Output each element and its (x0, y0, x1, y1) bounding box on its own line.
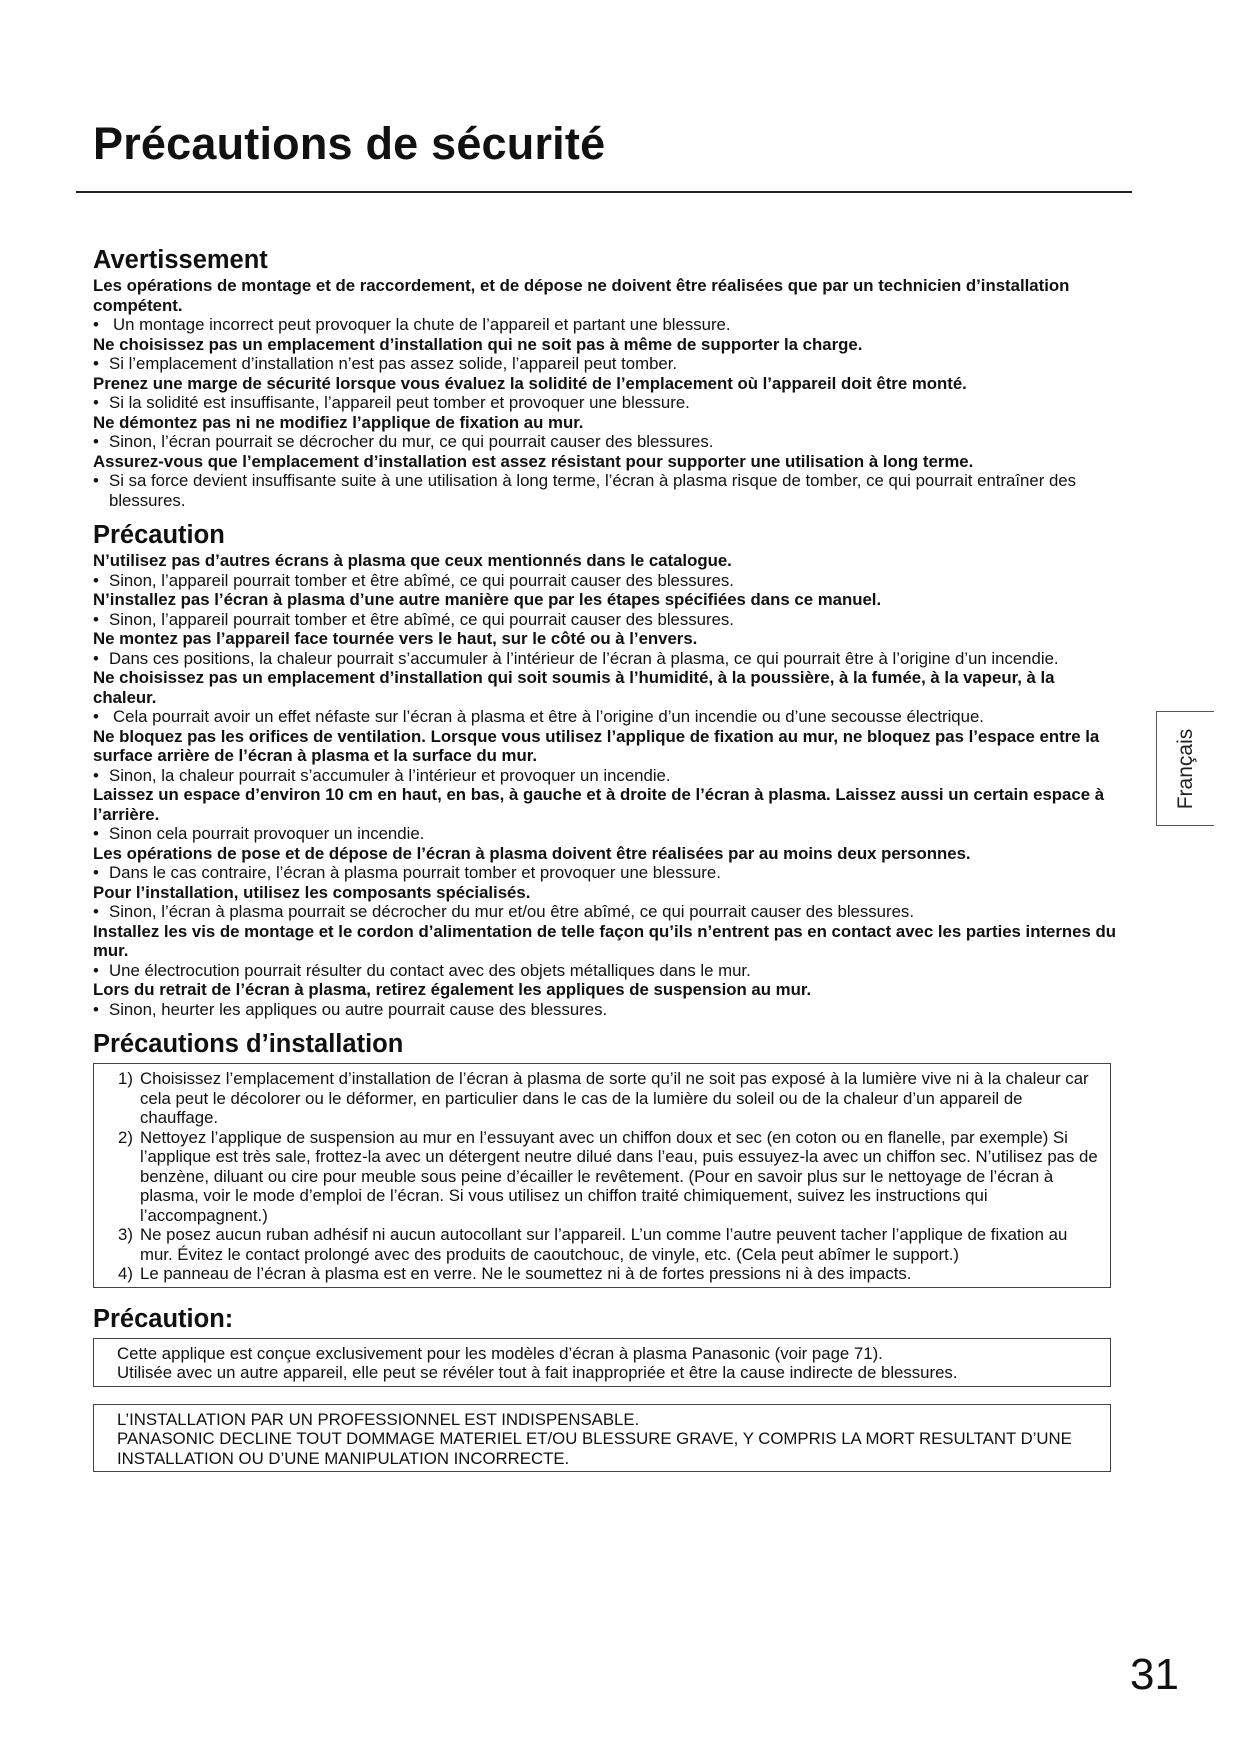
precaution-heading: Ne choisissez pas un emplacement d’installation qui soit soumis à l’humidité, à la poussière, à la fumée, à la vapeur, à la chaleur. (93, 668, 1055, 707)
precaution-bullet: • Une électrocution pourrait résulter du contact avec des objets métalliques dans le mur. (93, 960, 751, 980)
precaution-heading: Ne bloquez pas les orifices de ventilation. Lorsque vous utilisez l’applique de fixation au mur, ne bloquez pas l’espace entre la surface arrière de l’écran à plasma et la surface du mur. (93, 726, 1100, 765)
precaution-item (93, 590, 1118, 629)
warning-item (93, 452, 1118, 511)
precaution-heading: Laissez un espace d’environ 10 cm en haut, en bas, à gauche et à droite de l’écran à plasma. Laissez aussi un certain espace à l’arrière. (93, 785, 1105, 824)
precaution-heading: Ne montez pas l’appareil face tournée vers le haut, sur le côté ou à l’envers. (93, 629, 698, 648)
precaution-item (93, 629, 1118, 668)
warning-bullet: • Si sa force devient insuffisante suite à une utilisation à long terme, l’écran à plasma risque de tomber, ce qui pourrait entraîner des blessures. (93, 471, 1077, 510)
title-divider (76, 191, 1132, 193)
warning-bullet: • Si l’emplacement d’installation n’est pas assez solide, l’appareil peut tomber. (93, 354, 678, 373)
notice-box (93, 1404, 1111, 1473)
precaution-heading: Les opérations de pose et de dépose de l’écran à plasma doivent être réalisées par au moins deux personnes. (93, 843, 971, 863)
warning-heading: Assurez-vous que l’emplacement d’installation est assez résistant pour supporter une utilisation à long terme. (93, 451, 974, 471)
precaution-bullet: • Dans le cas contraire, l’écran à plasma pourrait tomber et provoquer une blessure. (93, 863, 721, 882)
precaution-heading: N’installez pas l’écran à plasma d’une autre manière que par les étapes spécifiées dans ce manuel. (93, 590, 882, 609)
precaution-bullet: • Cela pourrait avoir un effet néfaste sur l’écran à plasma et être à l’origine d’un incendie ou d’une secousse électrique. (93, 707, 984, 726)
main-content (93, 245, 1118, 1472)
precaution-item (93, 668, 1118, 727)
precaution-bullet: • Dans ces positions, la chaleur pourrait s’accumuler à l’intérieur de l’écran à plasma, ce qui pourrait être à l’origine d’un incendie. (93, 648, 1059, 668)
precaution-heading: Installez les vis de montage et le cordon d’alimentation de telle façon qu’ils n’entrent pas en contact avec les parties internes du mur. (93, 921, 1117, 960)
notice-line: PANASONIC DECLINE TOUT DOMMAGE MATERIEL ET/OU BLESSURE GRAVE, Y COMPRIS LA MORT RESULTANT D’UNE INSTALLATION OU D’UNE MANIPULATION INCORRECTE. (117, 1429, 1072, 1468)
warning-item (93, 374, 1118, 413)
precaution-item (93, 844, 1118, 883)
language-tab (1156, 711, 1214, 826)
warning-heading: Prenez une marge de sécurité lorsque vous évaluez la solidité de l’emplacement où l’appareil doit être monté. (93, 373, 967, 393)
page-number: 31 (1130, 1650, 1179, 1699)
warning-heading: Ne choisissez pas un emplacement d’installation qui ne soit pas à même de supporter la charge. (93, 334, 863, 354)
warning-item (93, 276, 1118, 335)
precaution-bullet: • Sinon, heurter les appliques ou autre pourrait cause des blessures. (93, 999, 608, 1019)
caution-line: Cette applique est conçue exclusivement pour les modèles d’écran à plasma Panasonic (voir page 71). (117, 1343, 883, 1363)
language-tab-label: Français (1173, 728, 1197, 809)
precaution-item (93, 980, 1118, 1019)
caution-box (93, 1338, 1111, 1387)
page-title: Précautions de sécurité (93, 118, 606, 169)
warning-bullet: • Un montage incorrect peut provoquer la chute de l’appareil et partant une blessure. (93, 315, 731, 334)
section-title-installation: Précautions d’installation (93, 1030, 404, 1058)
precaution-item (93, 551, 1118, 590)
precaution-bullet: • Sinon, l’écran à plasma pourrait se décrocher du mur et/ou être abîmé, ce qui pourrait causer des blessures. (93, 902, 914, 921)
precaution-item (93, 922, 1118, 981)
precaution-item (93, 727, 1118, 786)
installation-item: 4) Le panneau de l’écran à plasma est en verre. Ne le soumettez ni à de fortes pressions ni à des impacts. (118, 1264, 912, 1283)
installation-item: 1) Choisissez l’emplacement d’installation de l’écran à plasma de sorte qu’il ne soit pas exposé à la lumière vive ni à la chaleur car cela peut le décolorer ou le déformer, en particulier dans le cas de la lumière du soleil ou de la chaleur d’un appareil de chauffage. (118, 1069, 1089, 1127)
warning-bullet: • Si la solidité est insuffisante, l’appareil peut tomber et provoquer une blessure. (93, 393, 690, 412)
precaution-item (93, 883, 1118, 922)
caution-line: Utilisée avec un autre appareil, elle peut se révéler tout à fait inappropriée et être la cause indirecte de blessures. (117, 1363, 958, 1382)
installation-item: 2) Nettoyez l’applique de suspension au mur en l’essuyant avec un chiffon doux et sec (en coton ou en flanelle, par exemple) Si l’applique est très sale, frottez-la avec un détergent neutre dilué dans l’eau, puis essuyez-la avec un chiffon sec. N’utilisez pas de benzène, diluant ou cire pour meuble sous peine d’écailler le revêtement. (Pour en savoir plus sur le nettoyage de l’écran à plasma, voir le mode d’emploi de l’écran. Si vous utilisez un chiffon traité chimiquement, suivez les instructions qui l’accompagnent.) (118, 1127, 1098, 1225)
warning-item (93, 413, 1118, 452)
precaution-bullet: • Sinon cela pourrait provoquer un incendie. (93, 824, 425, 843)
warning-bullet: • Sinon, l’écran pourrait se décrocher du mur, ce qui pourrait causer des blessures. (93, 432, 714, 451)
precaution-bullet: • Sinon, l’appareil pourrait tomber et être abîmé, ce qui pourrait causer des blessures. (93, 609, 734, 629)
warning-item (93, 335, 1118, 374)
warning-heading: Ne démontez pas ni ne modifiez l’applique de fixation au mur. (93, 412, 584, 432)
installation-item: 3) Ne posez aucun ruban adhésif ni aucun autocollant sur l’appareil. L’un comme l’autre peuvent tacher l’applique de fixation au mur. Évitez le contact prolongé avec des produits de caoutchouc, de vinyle, etc. (Cela peut abîmer le support.) (118, 1225, 1068, 1264)
section-title-precaution: Précaution (93, 521, 225, 549)
notice-line: L’INSTALLATION PAR UN PROFESSIONNEL EST INDISPENSABLE. (117, 1409, 640, 1429)
warning-heading: Les opérations de montage et de raccordement, et de dépose ne doivent être réalisées que par un technicien d’installation compétent. (93, 276, 1070, 315)
precaution-bullet: • Sinon, la chaleur pourrait s’accumuler à l’intérieur et provoquer un incendie. (93, 765, 671, 785)
precaution-heading: N’utilisez pas d’autres écrans à plasma que ceux mentionnés dans le catalogue. (93, 551, 732, 570)
precaution-bullet: • Sinon, l’appareil pourrait tomber et être abîmé, ce qui pourrait causer des blessures. (93, 570, 734, 590)
section-title-avertissement: Avertissement (93, 246, 268, 274)
section-title-caution: Précaution: (93, 1304, 234, 1333)
precaution-heading: Lors du retrait de l’écran à plasma, retirez également les appliques de suspension au mur. (93, 980, 812, 999)
precaution-heading: Pour l’installation, utilisez les composants spécialisés. (93, 882, 531, 902)
installation-box (93, 1063, 1111, 1288)
precaution-item (93, 785, 1118, 844)
